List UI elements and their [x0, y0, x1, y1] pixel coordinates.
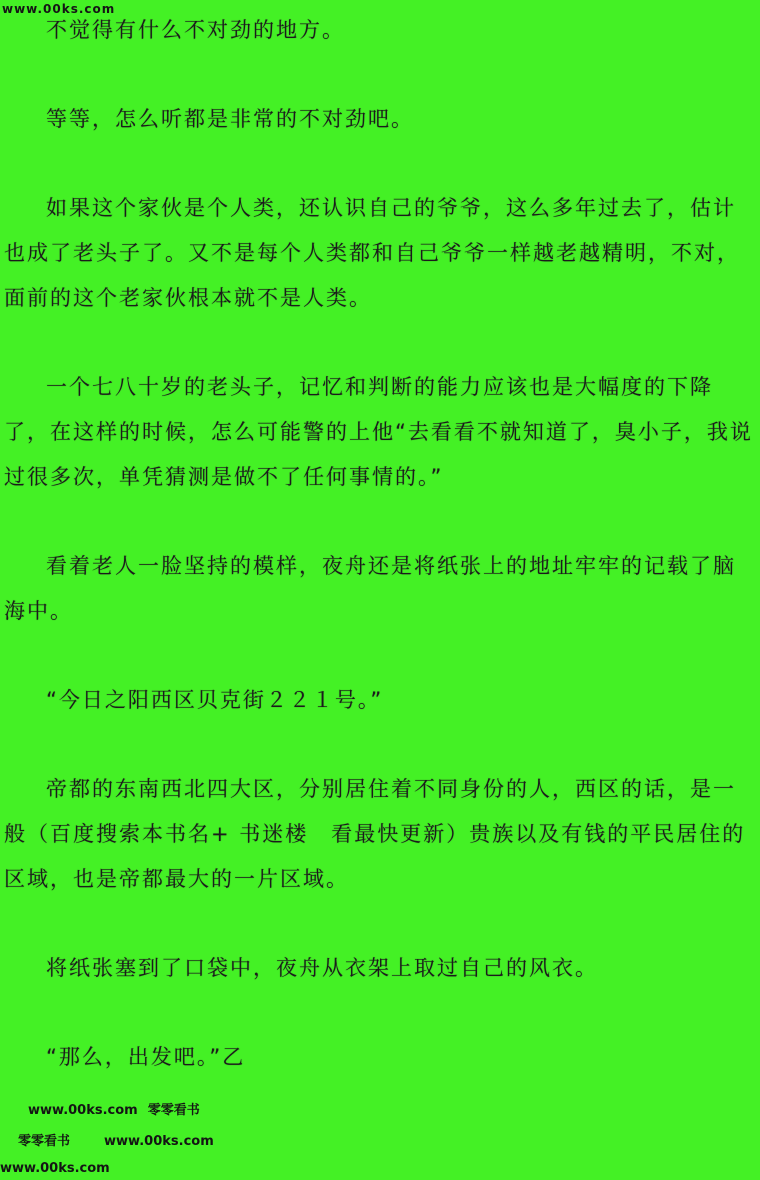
paragraph: 将纸张塞到了口袋中，夜舟从衣架上取过自己的风衣。: [46, 956, 598, 980]
watermark-url: www.00ks.com: [104, 1134, 214, 1149]
paragraph: 一个七八十岁的老头子，记忆和判断的能力应该也是大幅度的下降了，在这样的时候，怎么可能警的上他“去看看不就知道了，臭小子，我说过很多次，单凭猜测是做不了任何事情的。”: [4, 375, 753, 489]
watermark-sitename: 零零看书: [18, 1134, 71, 1149]
footer-watermark-line: [28, 1099, 760, 1118]
paragraph: 帝都的东南西北四大区，分别居住着不同身份的人，西区的话，是一般（百度搜索本书名+ 书迷楼 看最快更新）贵族以及有钱的平民居住的区域，也是帝都最大的一片区域。: [4, 777, 746, 891]
paragraph: 如果这个家伙是个人类，还认识自己的爷爷，这么多年过去了，估计也成了老头子了。又不是每个人类都和自己爷爷一样越老越精明，不对，面前的这个老家伙根本就不是人类。: [4, 196, 740, 310]
footer-watermarks: [0, 1099, 760, 1180]
watermark-sitename: 零零看书: [147, 1103, 200, 1118]
paragraph: 不觉得有什么不对劲的地方。: [46, 18, 345, 42]
paragraph: 等等，怎么听都是非常的不对劲吧。: [46, 107, 414, 131]
watermark-url: www.00ks.com: [0, 1161, 110, 1176]
footer-watermark-line: [18, 1130, 760, 1149]
watermark-top-left: www.00ks.com: [2, 2, 116, 16]
footer-watermark-line: [0, 1161, 760, 1176]
paragraph: “今日之阳西区贝克街２２１号。”: [46, 688, 384, 712]
paragraph: “那么，出发吧。”乙: [46, 1045, 246, 1069]
watermark-url: www.00ks.com: [28, 1103, 138, 1118]
paragraph: 看着老人一脸坚持的模样，夜舟还是将纸张上的地址牢牢的记载了脑海中。: [4, 554, 736, 623]
